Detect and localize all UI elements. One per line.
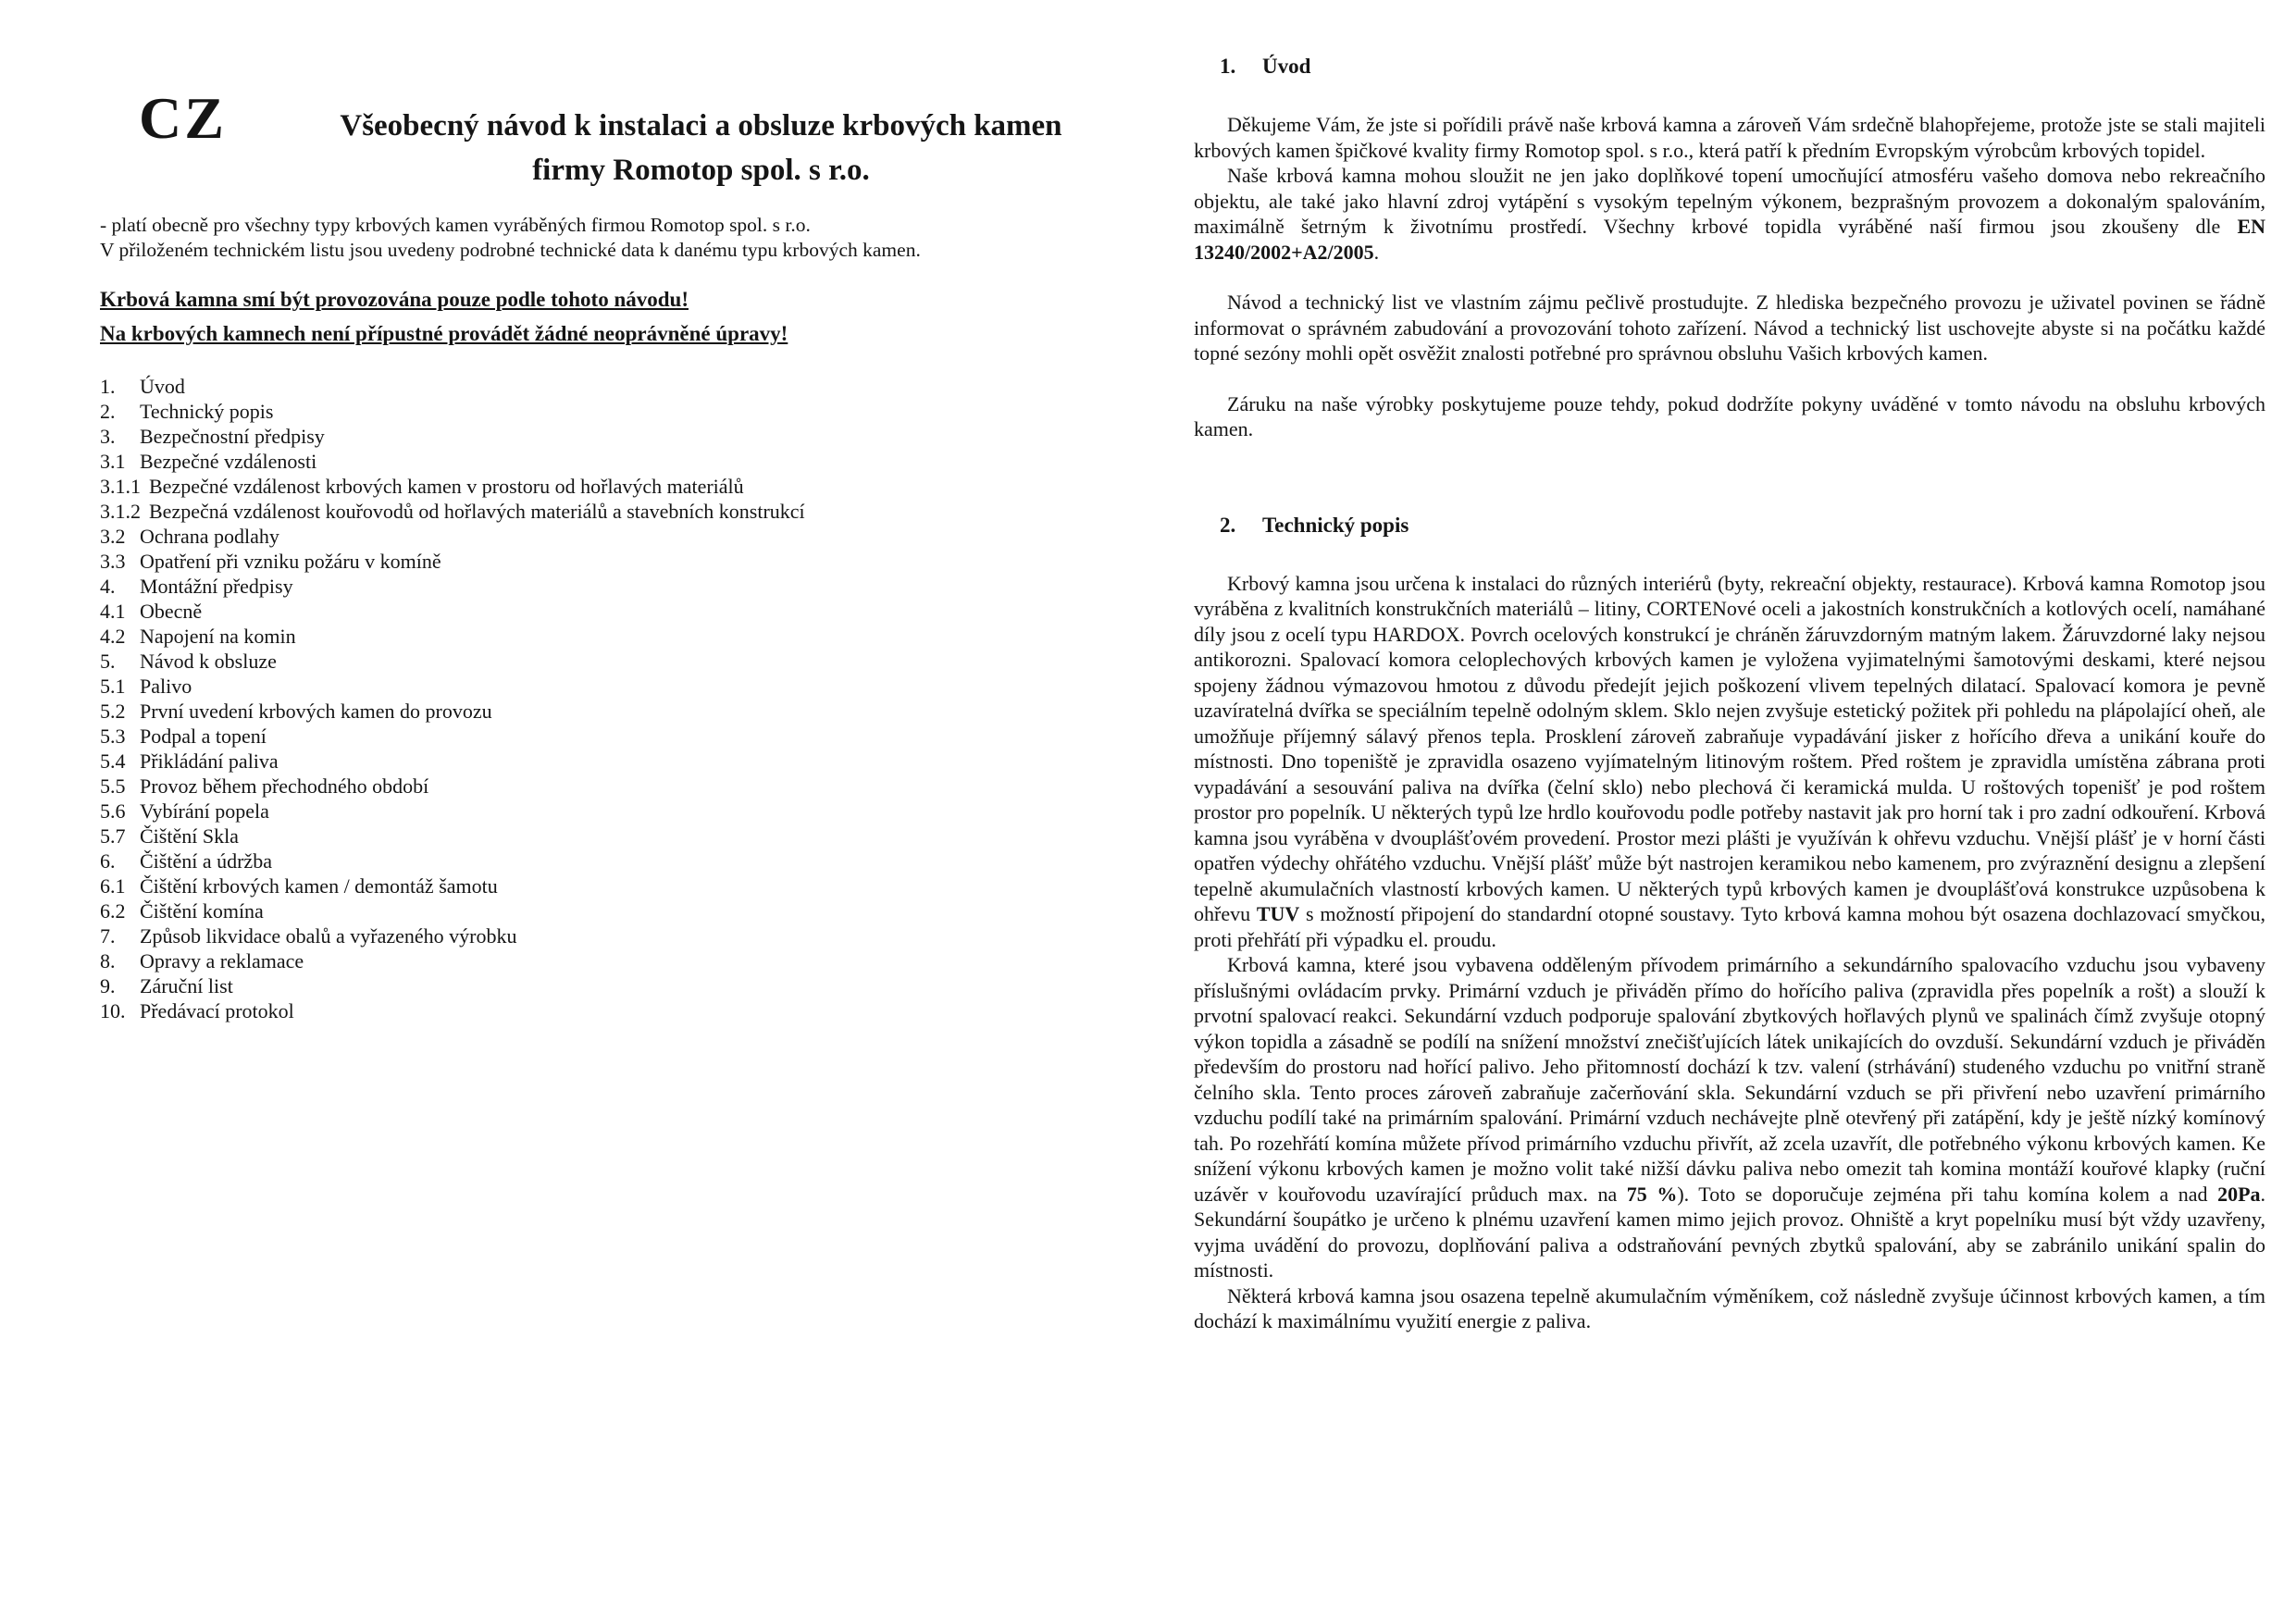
document-title: Všeobecný návod k instalaci a obsluze krbových kamen xyxy=(340,109,1062,142)
toc-item-label: Ochrana podlahy xyxy=(140,525,279,548)
toc-item-number: 5.4 xyxy=(100,750,126,773)
paragraph xyxy=(1194,1283,2265,1334)
toc-item-label: Čištění a údržba xyxy=(140,849,272,873)
paragraph xyxy=(1194,952,2265,1283)
text-run: Krbová kamna, které jsou vybavena odděleným přívodem primárního a sekundárního spalovacího vzduchu jsou vybaveny příslušnými ovládacím prvky. Primární vzduch je přiváděn přímo do hořícího paliva (zpravidla přes popelník a rošt) a slouží k prvotní spalovací reakci. Sekundární vzduch podporuje spalování zbytkových hořlavých plynů ve spalinách čímž zvyšuje otopný výkon topidla a zásadně se podílí na snížení množství znečišťujících látek unikajících do ovzduší. Sekundární vzduch je přiváděn především do prostoru nad hořící palivo. Jeho přitomností dochází k tzv. valení (strhávání) studeného vzduchu po vnitřní straně čelního skla. Tento proces zároveň zabraňuje začerňování skla. Sekundární vzduch se při přivření nebo uzavření primárního vzduchu podílí také na primárním spalování. Primární vzduch nechávejte plně otevřený při zatápění, kdy je ještě nízký komínový tah. Po rozehřátí komína můžete přívod primárního vzduchu přivřít, až zcela uzavřít, dle potřebného výkonu krbových kamen. Ke snížení výkonu krbových kamen je možno volit také nižší dávku paliva nebo omezit tah komina montáží kouřové klapky (ruční uzávěr v kouřovodu uzavírající průduch max. na xyxy=(1194,953,2265,1206)
bold-text-run: 20Pa xyxy=(2217,1182,2261,1206)
toc-item-number: 4. xyxy=(100,575,116,598)
toc-item xyxy=(100,973,1086,998)
toc-item xyxy=(100,799,1086,824)
toc-item xyxy=(100,674,1086,699)
toc-item xyxy=(100,724,1086,749)
toc-item-number: 2. xyxy=(100,400,116,423)
document-header xyxy=(100,85,1086,192)
toc-item-label: První uvedení krbových kamen do provozu xyxy=(140,700,492,723)
toc-item-label: Úvod xyxy=(140,375,185,398)
right-column xyxy=(1194,54,2265,1334)
toc-item-number: 6.1 xyxy=(100,874,126,898)
bold-text-run: 75 % xyxy=(1626,1182,1678,1206)
toc-item xyxy=(100,599,1086,624)
toc-item-label: Palivo xyxy=(140,675,192,698)
bold-text-run: EN 13240/2002+A2/2005 xyxy=(1194,215,2265,264)
toc-item xyxy=(100,898,1086,923)
toc-item-label: Návod k obsluze xyxy=(140,650,277,673)
toc-item xyxy=(100,499,1086,524)
toc-item xyxy=(100,774,1086,799)
text-run: Naše krbová kamna mohou sloužit ne jen jako doplňkové topení umocňující atmosféru vašeho domova nebo rekreačního objektu, ale také jako hlavní zdroj vytápění s vysokým tepelným výkonem, bezprašným provozem a dokonalým spalováním, maximálně šetrným k životnímu prostředí. Všechny krbové topidla vyráběné naší firmou jsou zkoušeny dle xyxy=(1194,164,2265,238)
toc-item-number: 7. xyxy=(100,924,116,948)
toc-item-label: Čištění krbových kamen / demontáž šamotu xyxy=(140,874,498,898)
toc-item xyxy=(100,524,1086,549)
toc-item-label: Předávací protokol xyxy=(140,999,294,1022)
toc-item-number: 8. xyxy=(100,949,116,973)
country-code-label: CZ xyxy=(139,85,227,151)
warnings-block xyxy=(100,287,1086,346)
section-heading xyxy=(1194,54,2265,79)
toc-item-number: 3.1 xyxy=(100,450,126,473)
toc-item-label: Bezpečná vzdálenost kouřovodů od hořlavých materiálů a stavebních konstrukcí xyxy=(149,500,805,523)
section-number: 2. xyxy=(1220,513,1236,537)
text-run: Návod a technický list ve vlastním zájmu pečlivě prostudujte. Z hlediska bezpečného provozu je uživatel povinen se řádně informovat o správném zabudování a provozování tohoto zařízení. Návod a technický list uschovejte abyste si na počátku každé topné sezóny mohli opět osvěžit znalosti potřebné pro správnou obsluhu Vašich krbových kamen. xyxy=(1194,291,2265,365)
toc-item xyxy=(100,873,1086,898)
intro-note-2: V přiloženém technickém listu jsou uvedeny podrobné technické data k danému typu krbových kamen. xyxy=(100,239,921,261)
document-title-block xyxy=(227,89,1086,192)
toc-item-label: Čištění komína xyxy=(140,899,264,923)
toc-item-label: Napojení na komin xyxy=(140,625,296,648)
toc-item-label: Provoz během přechodného období xyxy=(140,774,429,798)
toc-item-label: Opatření při vzniku požáru v komíně xyxy=(140,550,441,573)
toc-item xyxy=(100,374,1086,399)
toc-item-label: Technický popis xyxy=(140,400,274,423)
toc-item-number: 3.3 xyxy=(100,550,126,573)
toc-item xyxy=(100,923,1086,948)
text-run: s možností připojení do standardní otopné soustavy. Tyto krbová kamna mohou být osazena dochlazovací smyčkou, proti přehřátí při výpadku el. proudu. xyxy=(1194,902,2265,951)
toc-item xyxy=(100,399,1086,424)
paragraph xyxy=(1194,290,2265,366)
toc-item-label: Vybírání popela xyxy=(140,799,269,823)
toc-item xyxy=(100,574,1086,599)
toc-item-label: Čištění Skla xyxy=(140,824,239,848)
toc-item-number: 3.2 xyxy=(100,525,126,548)
warning-line-1: Krbová kamna smí být provozována pouze podle tohoto návodu! xyxy=(100,288,689,311)
toc-item xyxy=(100,699,1086,724)
toc-item-number: 10. xyxy=(100,999,126,1022)
text-run: . Sekundární šoupátko je určeno k plnému uzavření kamen mimo jejich provoz. Ohniště a kryt popelníku musí být vždy uzavřeny, vyjma uvádění do provozu, doplňování paliva a odstraňování pevných zbytků spalování, aby se zabránilo unikání spalin do místnosti. xyxy=(1194,1182,2266,1282)
toc-item xyxy=(100,824,1086,849)
toc-item-number: 3.1.2 xyxy=(100,500,141,523)
paragraph xyxy=(1194,391,2265,442)
toc-item xyxy=(100,849,1086,873)
intro-notes xyxy=(100,213,1086,263)
paragraph xyxy=(1194,163,2265,265)
toc-item-number: 5.2 xyxy=(100,700,126,723)
text-run: Některá krbová kamna jsou osazena tepelně akumulačním výměníkem, což následně zvyšuje účinnost krbových kamen, a tím dochází k maximálnímu využití energie z paliva. xyxy=(1194,1283,2265,1332)
toc-item-number: 9. xyxy=(100,974,116,997)
text-run: Děkujeme Vám, že jste si pořídili právě naše krbová kamna a zároveň Vám srdečně blahopřejeme, protože jste se stali majiteli krbových kamen špičkové kvality firmy Romotop spol. s r.o., která patří k předním Evropským výrobcům krbových topidel. xyxy=(1194,113,2265,162)
toc-item xyxy=(100,749,1086,774)
toc-item-label: Obecně xyxy=(140,600,203,623)
text-run: ). Toto se doporučuje zejména při tahu komína kolem a nad xyxy=(1677,1182,2218,1206)
toc-item-number: 4.1 xyxy=(100,600,126,623)
toc-item xyxy=(100,948,1086,973)
toc-item-number: 5.3 xyxy=(100,725,126,748)
section-title: Úvod xyxy=(1262,55,1311,78)
section-number: 1. xyxy=(1220,55,1236,78)
toc-item-number: 5.6 xyxy=(100,799,126,823)
section-title: Technický popis xyxy=(1262,513,1409,537)
toc-item xyxy=(100,624,1086,649)
toc-item-label: Způsob likvidace obalů a vyřazeného výrobku xyxy=(140,924,517,948)
text-run: Záruku na naše výrobky poskytujeme pouze tehdy, pokud dodržíte pokyny uváděné v tomto návodu na obsluhu krbových kamen. xyxy=(1194,391,2265,440)
toc-item-number: 5.1 xyxy=(100,675,126,698)
toc-item-number: 6.2 xyxy=(100,899,126,923)
toc-item xyxy=(100,998,1086,1023)
intro-note-1: - platí obecně pro všechny typy krbových kamen vyráběných firmou Romotop spol. s r.o. xyxy=(100,214,811,236)
paragraph xyxy=(1194,112,2265,163)
section-heading xyxy=(1194,513,2265,538)
toc-item-number: 3.1.1 xyxy=(100,475,141,498)
bold-text-run: TUV xyxy=(1256,902,1300,925)
toc-item xyxy=(100,549,1086,574)
warning-line-2: Na krbových kamnech není přípustné provádět žádné neoprávněné úpravy! xyxy=(100,322,788,345)
toc-item-number: 4.2 xyxy=(100,625,126,648)
toc-item-label: Bezpečné vzdálenost krbových kamen v prostoru od hořlavých materiálů xyxy=(149,475,744,498)
left-column xyxy=(100,85,1086,1023)
paragraph xyxy=(1194,571,2265,953)
text-run: . xyxy=(1373,240,1380,264)
text-run: Krbový kamna jsou určena k instalaci do různých interiérů (byty, rekreační objekty, restaurace). Krbová kamna Romotop jsou vyráběna z kvalitních konstrukčních materiálů – litiny, CORTENové oceli a jakostních konstrukčních a kotlových ocelí, namáhané díly jsou z ocelí typu HARDOX. Povrch ocelových konstrukcí je chráněn žáruvzdorným matným lakem. Žáruvzdorné laky nejsou antikorozni. Spalovací komora celoplechových krbových kamen je vyložena vyjimatelnými šamotovými deskami, které nejsou spojeny žádnou výmazovou hmotou z důvodu předejít jejich poškození vlivem tepelných dilatací. Spalovací komora je pevně uzavíratelná dvířka se speciálním tepelně odolným sklem. Sklo nejen zvyšuje estetický požitek při pohledu na plápolající oheň, ale umožňuje příjemný sálavý přenos tepla. Prosklení zároveň zabraňuje vypadávání jisker z hořícího dřeva a unikání kouře do místnosti. Dno topeniště je zpravidla osazeno vyjímatelným litinovým roštem. Před roštem je zpravidla umístěna zábrana proti vypadávání a sesouvání paliva na dvířka (čelní sklo) nebo plechová či keramická mulda. U roštových topenišť je pod roštem prostor pro popelník. U některých typů lze hrdlo kouřovodu podle potřeby nastavit jak pro horní tak i pro zadní odkouření. Krbová kamna jsou vyráběna v dvouplášťovém provedení. Prostor mezi plášti je využíván k ohřevu vzduchu. Vnější plášť je v horní části opatřen výdechy ohřátého vzduchu. Vnější plášť může být nastrojen keramikou nebo kamenem, pro zvýraznění designu a zlepšení tepelně akumulačních vlastností krbových kamen. U některých typů krbových kamen je dvouplášťová konstrukce uzpůsobena k ohřevu xyxy=(1194,571,2265,925)
toc-item xyxy=(100,424,1086,449)
toc-item xyxy=(100,474,1086,499)
toc-item-number: 5.7 xyxy=(100,824,126,848)
toc-list xyxy=(100,374,1086,1023)
toc-item xyxy=(100,449,1086,474)
toc-item-number: 5. xyxy=(100,650,116,673)
document-subtitle: firmy Romotop spol. s r.o. xyxy=(532,154,870,187)
toc-item-number: 3. xyxy=(100,425,116,448)
toc-item xyxy=(100,649,1086,674)
toc-item-label: Montážní předpisy xyxy=(140,575,293,598)
toc-item-number: 5.5 xyxy=(100,774,126,798)
toc-item-number: 6. xyxy=(100,849,116,873)
toc-item-label: Podpal a topení xyxy=(140,725,267,748)
toc-item-label: Bezpečné vzdálenosti xyxy=(140,450,317,473)
toc-item-label: Přikládání paliva xyxy=(140,750,279,773)
toc-item-label: Záruční list xyxy=(140,974,233,997)
toc-item-label: Bezpečnostní předpisy xyxy=(140,425,325,448)
toc-item-number: 1. xyxy=(100,375,116,398)
toc-item-label: Opravy a reklamace xyxy=(140,949,304,973)
